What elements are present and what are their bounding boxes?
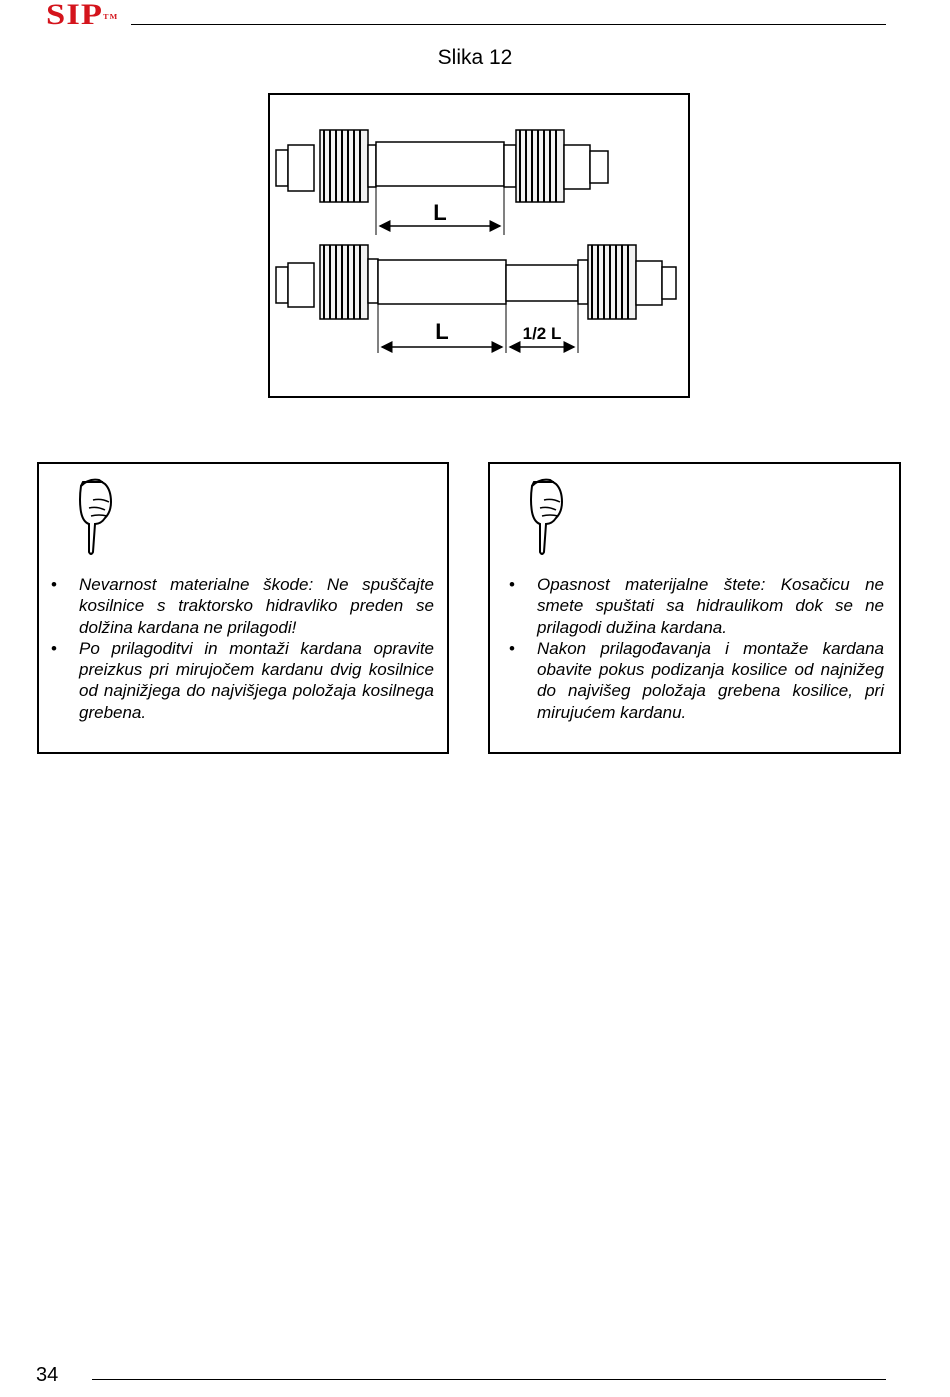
note-box-slovenian	[37, 462, 449, 754]
page-number: 34	[36, 1364, 59, 1386]
dimension-label-bottom-left: L	[435, 319, 449, 344]
note-item: • Nakon prilagođavanja i montaže kardana obavite pokus podizanja kosilice od najnižeg do najvišeg položaja grebena kosilice, pri mirujućem kardanu.	[537, 638, 884, 723]
note-item: • Opasnost materijalne štete: Kosačicu ne smete spuštati sa hidraulikom dok se ne prilagodi dužina kardana.	[537, 574, 884, 638]
dimension-label-bottom-right: 1/2 L	[522, 324, 562, 343]
logo-trademark: TM	[103, 13, 119, 21]
lower-driveshaft	[276, 245, 676, 319]
note-list-croatian	[537, 574, 884, 723]
dimension-label-top: L	[433, 200, 447, 225]
driveshaft-diagram	[270, 95, 688, 396]
footer-rule	[92, 1379, 886, 1380]
note-list-slovenian	[79, 574, 434, 723]
note-item: • Po prilagoditvi in montaži kardana opravite preizkus pri mirujočem kardanu dvig kosilnice od najnižjega do najvišjega položaja kosilnega grebena.	[79, 638, 434, 723]
figure-driveshaft-diagram	[268, 93, 690, 398]
upper-driveshaft	[276, 130, 608, 202]
pointing-hand-icon	[526, 478, 566, 558]
note-box-croatian	[488, 462, 901, 754]
figure-title: Slika 12	[437, 46, 513, 69]
pointing-hand-icon	[75, 478, 115, 558]
header-rule	[131, 24, 886, 25]
sip-logo	[46, 0, 118, 30]
note-item: • Nevarnost materialne škode: Ne spuščajte kosilnice s traktorsko hidravliko preden se dolžina kardana ne prilagodi!	[79, 574, 434, 638]
logo-text: SIP	[46, 0, 104, 31]
